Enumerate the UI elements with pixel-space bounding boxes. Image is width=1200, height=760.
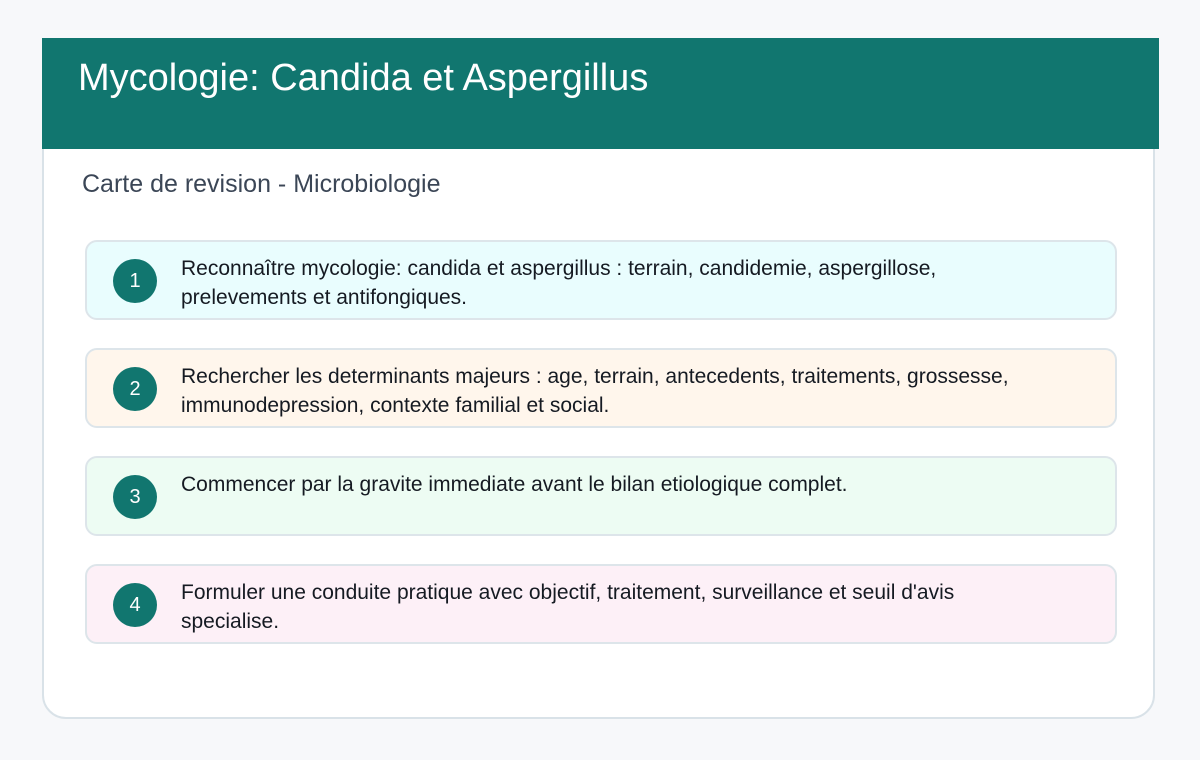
list-item-2 bbox=[85, 348, 1117, 428]
card-title: Mycologie: Candida et Aspergillus bbox=[78, 57, 649, 99]
number-badge: 3 bbox=[113, 475, 157, 519]
number-badge: 4 bbox=[113, 583, 157, 627]
item-text: Rechercher les determinants majeurs : age, terrain, antecedents, traitements, grossesse, immunodepression, contexte familial et social. bbox=[181, 365, 1009, 417]
card-header bbox=[42, 38, 1159, 149]
number-badge: 1 bbox=[113, 259, 157, 303]
item-text: Reconnaître mycologie: candida et aspergillus : terrain, candidemie, aspergillose, prelevements et antifongiques. bbox=[181, 257, 937, 309]
item-text: Commencer par la gravite immediate avant le bilan etiologique complet. bbox=[181, 473, 848, 496]
list-item-1 bbox=[85, 240, 1117, 320]
number-badge: 2 bbox=[113, 367, 157, 411]
list-item-4 bbox=[85, 564, 1117, 644]
revision-card bbox=[42, 38, 1155, 719]
card-subtitle: Carte de revision - Microbiologie bbox=[82, 170, 441, 198]
list-item-3 bbox=[85, 456, 1117, 536]
item-text: Formuler une conduite pratique avec objectif, traitement, surveillance et seuil d'avis specialise. bbox=[181, 581, 955, 633]
